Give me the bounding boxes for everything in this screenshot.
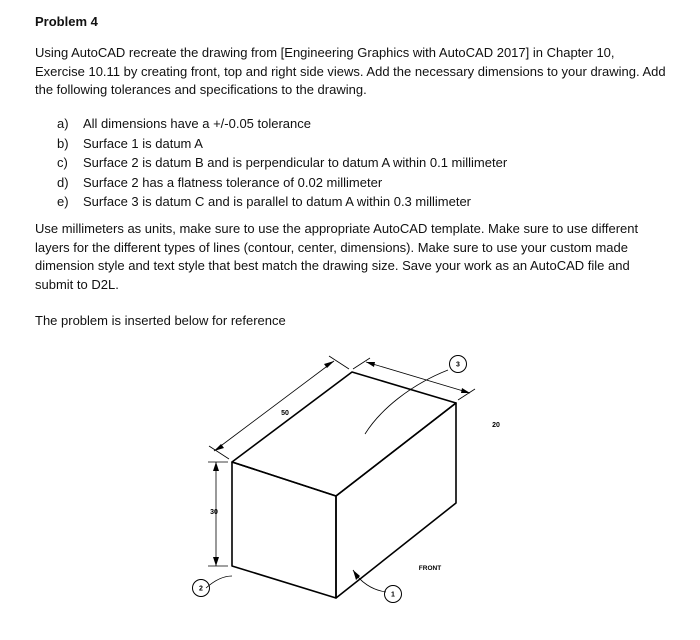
front-face (232, 462, 336, 598)
arrowhead (213, 462, 219, 471)
problem-title: Problem 4 (35, 14, 98, 29)
instructions-paragraph: Use millimeters as units, make sure to use the appropriate AutoCAD template. Make sure to use different layers for the different types of lines (contour, center, dimensions). Make sure to use your custom made dimension style and text style that best match the drawing size. Save your work as an AutoCAD file and submit to D2L. (35, 221, 639, 292)
spec-item: a) All dimensions have a +/-0.05 tolerance (57, 116, 311, 131)
spec-item: e) Surface 3 is datum C and is parallel to datum A within 0.3 millimeter (57, 194, 472, 209)
dim-text-height: 30 (210, 509, 218, 516)
dim-text-depth: 20 (492, 422, 500, 429)
callout-number-3: 3 (456, 361, 460, 369)
intro-paragraph: Using AutoCAD recreate the drawing from [Engineering Graphics with AutoCAD 2017] in Chapter 10, Exercise 10.11 by creating front, top and right side views. Add the necessary dimensions to your drawing. Add the following tolerances and specifications to the drawing. (35, 45, 666, 97)
spec-item: b) Surface 1 is datum A (57, 135, 203, 151)
spec-item: c) Surface 2 is datum B and is perpendicular to datum A within 0.1 millimeter (57, 155, 508, 170)
callout-number-2: 2 (199, 585, 203, 593)
dim-line-depth (366, 362, 470, 393)
reference-note: The problem is inserted below for reference (35, 313, 286, 328)
top-face (232, 372, 456, 496)
spec-item: d) Surface 2 has a flatness tolerance of 0.02 millimeter (57, 174, 383, 190)
callout-number-1: 1 (391, 591, 395, 599)
arrowhead (213, 557, 219, 566)
dim-line-length (214, 361, 334, 451)
leader-2 (206, 576, 232, 588)
arrowhead (461, 388, 470, 393)
front-label: FRONT (418, 565, 442, 572)
arrowhead (366, 362, 375, 367)
dim-text-length: 50 (281, 410, 289, 417)
